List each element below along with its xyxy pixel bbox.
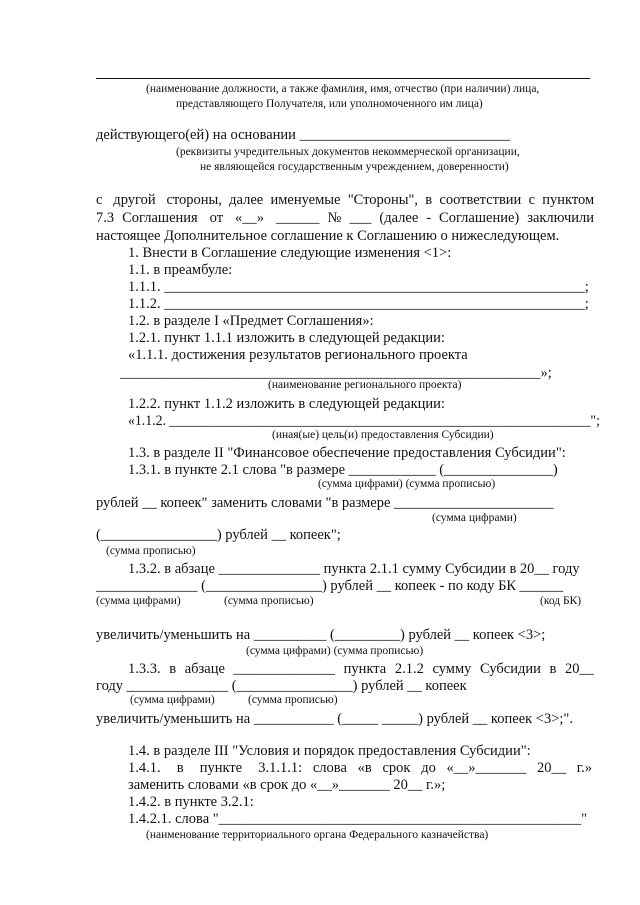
clause-1-3-3-cont: году ______________ (________________) рублей __ копеек bbox=[96, 678, 467, 694]
increase-decrease-1: увеличить/уменьшить на __________ (_________) рублей __ копеек <3>; bbox=[96, 627, 546, 643]
caption-sum-digits: (сумма цифрами) bbox=[432, 512, 517, 524]
clause-1-1-2-text: «1.1.2. _____________________________________________________________"; bbox=[128, 413, 600, 429]
caption-sum-digits-2: (сумма цифрами) bbox=[96, 595, 181, 607]
clause-1-3-1-cont: рублей __ копеек" заменить словами "в размере ______________________ bbox=[96, 495, 554, 511]
preamble-line-2: 7.3 Соглашения от «__» ______ № ___ (далее - Соглашение) заключили bbox=[96, 210, 594, 226]
caption-treasury-body: (наименование территориального органа Федерального казначейства) bbox=[146, 829, 489, 841]
caption-sum-words-2: (сумма прописью) bbox=[224, 595, 314, 607]
clause-1-4-1: 1.4.1. в пункте 3.1.1.1: слова «в срок до «__»_______ 20__ г.» bbox=[128, 760, 592, 776]
signatory-name-line bbox=[96, 78, 590, 79]
clause-1-1-1-text: «1.1.1. достижения результатов регионального проекта bbox=[128, 347, 468, 363]
clause-1-3-2: 1.3.2. в абзаце ______________ пункта 2.1.1 сумму Субсидии в 20__ году bbox=[128, 561, 580, 577]
caption-documents-cont: не являющейся государственным учреждением, доверенности) bbox=[200, 161, 509, 173]
regional-project-blank: __________________________________________________________»; bbox=[120, 365, 552, 381]
caption-sum-3: (сумма цифрами) (сумма прописью) bbox=[246, 645, 424, 657]
clause-1-4-1-cont: заменить словами «в срок до «__»_______ 20__ г.»; bbox=[128, 777, 446, 793]
caption-documents: (реквизиты учредительных документов некоммерческой организации, bbox=[176, 146, 520, 158]
clause-1-3-2-cont: ______________ (________________) рублей __ копеек - по коду БК ______ bbox=[96, 578, 564, 594]
acting-basis-line: действующего(ей) на основании _____________________________ bbox=[96, 127, 510, 143]
caption-sum-words: (сумма прописью) bbox=[106, 545, 196, 557]
caption-sum-words-4: (сумма прописью) bbox=[248, 694, 338, 706]
clause-1-4-2-1: 1.4.2.1. слова "__________________________________________________" bbox=[128, 811, 588, 827]
caption-other-goals: (иная(ые) цель(и) предоставления Субсидии) bbox=[272, 429, 494, 441]
clause-1-1-2: 1.1.2. __________________________________________________________; bbox=[128, 296, 589, 312]
clause-1-3: 1.3. в разделе II "Финансовое обеспечение предоставления Субсидии": bbox=[128, 445, 566, 461]
preamble-line-1: с другой стороны, далее именуемые "Стороны", в соответствии с пунктом bbox=[96, 192, 595, 208]
caption-signatory: (наименование должности, а также фамилия, имя, отчество (при наличии) лица, bbox=[146, 83, 540, 95]
clause-1-3-1: 1.3.1. в пункте 2.1 слова "в размере ____________ (_______________) bbox=[128, 462, 558, 478]
caption-regional-project: (наименование регионального проекта) bbox=[268, 379, 462, 391]
clause-1-3-3: 1.3.3. в абзаце ______________ пункта 2.1.2 сумму Субсидии в 20__ bbox=[128, 661, 594, 677]
clause-1-2: 1.2. в разделе I «Предмет Соглашения»: bbox=[128, 313, 374, 329]
clause-1-3-1-end: (________________) рублей __ копеек"; bbox=[96, 527, 341, 543]
preamble-line-3: настоящее Дополнительное соглашение к Соглашению о нижеследующем. bbox=[96, 228, 560, 244]
clause-1-2-1: 1.2.1. пункт 1.1.1 изложить в следующей редакции: bbox=[128, 330, 445, 346]
clause-1-4-2: 1.4.2. в пункте 3.2.1: bbox=[128, 794, 254, 810]
clause-1-1-1: 1.1.1. __________________________________________________________; bbox=[128, 279, 589, 295]
clause-1-2-2: 1.2.2. пункт 1.1.2 изложить в следующей редакции: bbox=[128, 396, 445, 412]
caption-signatory-cont: представляющего Получателя, или уполномоченного им лица) bbox=[176, 98, 483, 110]
caption-bk-code: (код БК) bbox=[540, 595, 582, 607]
increase-decrease-2: увеличить/уменьшить на ___________ (_____ _____) рублей __ копеек <3>;". bbox=[96, 711, 573, 727]
clause-1-4: 1.4. в разделе III "Условия и порядок предоставления Субсидии": bbox=[128, 743, 531, 759]
clause-1: 1. Внести в Соглашение следующие изменения <1>: bbox=[128, 245, 452, 261]
clause-1-1: 1.1. в преамбуле: bbox=[128, 262, 233, 278]
caption-sum-1: (сумма цифрами) (сумма прописью) bbox=[318, 478, 496, 490]
caption-sum-digits-4: (сумма цифрами) bbox=[130, 694, 215, 706]
